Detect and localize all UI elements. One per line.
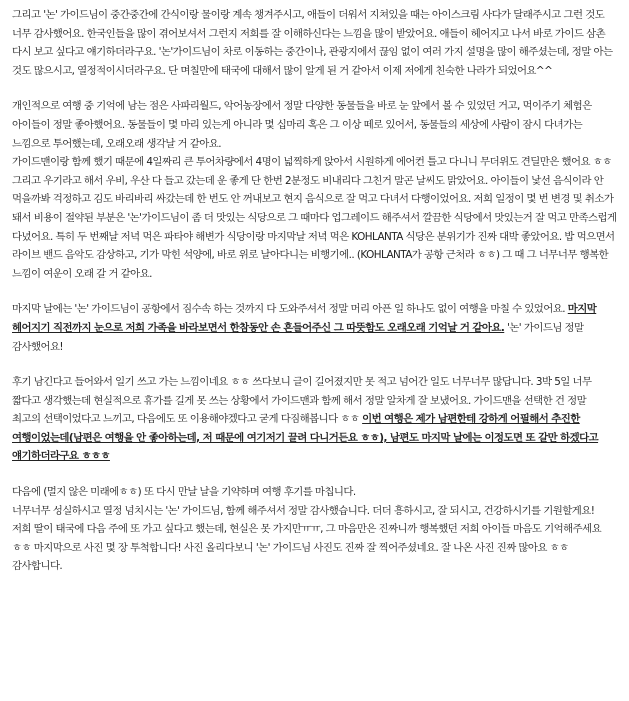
paragraph-safari-memories: 개인적으로 여행 중 기억에 남는 점은 사파리월드, 악어농장에서 정말 다양한 동물들을 바로 눈 앞에서 볼 수 있었던 거고, 먹이주기 체험은 아이들이 정말 좋아했어요. 동물들이 몇 마리 있는게 아니라 몇 십마리 혹은 그 이상 떼로 있어서, 동물들의 세상에 사람이 잠시 다녀가는 느낌으로 투어했는데, 오래오래 생각날 거 같아요. <box>12 100 592 150</box>
paragraph-thanks-guide: 너무너무 성실하시고 열정 넘치시는 '논' 가이드님, 함께 해주셔서 정말 감사했습니다. 더더 흥하시고, 잘 되시고, 건강하시기를 기원할게요! <box>12 504 595 517</box>
paragraph-guide-care: 그리고 '논' 가이드님이 중간중간에 간식이랑 물이랑 계속 챙겨주시고, 애들이 더워서 지쳐있을 때는 아이스크림 사다가 달래주시고 그런 것도 너무 감사했어요. 한국인들을 많이 겪어보셔서 그런지 저희를 잘 이해하신다는 느낌을 많이 받았어요. 애들이 헤어지고 나서 바로 가이드 삼촌 다시 보고 싶다고 얘기하더라구요. '논'가이드님이 차로 이동하는 중간이나, 관광지에서 끊임 없이 여러 가지 설명을 많이 해주셨는데, 정말 아는 것도 많으시고, 열정적이시더라구요. 단 며칠만에 태국에 대해서 많이 알게 된 거 같아서 이제 저에게 친숙한 나라가 되었어요^^ <box>12 9 613 77</box>
reflection-highlight: 이번 여행은 제가 남편한테 강하게 어필해서 추진한 여행이었는데(남편은 여행을 안 좋아하는데, 저 때문에 여기저기 끌려 다니거든요 ㅎㅎ), 남편도 마지막 날에는 이정도면 또 갈만 하겠다고 얘기하더라구요 ㅎㅎㅎ <box>12 413 599 463</box>
review-text <box>12 6 617 576</box>
paragraph-last-day <box>12 300 617 356</box>
paragraph-review-reflection <box>12 373 617 466</box>
paragraph-closing: 다음에 (멀지 않은 미래에ㅎㅎ) 또 다시 만날 날을 기약하며 여행 후기를 마칩니다. <box>12 486 356 499</box>
paragraph-gap <box>12 80 617 97</box>
last-day-thanks: '논' 가이드님 정말 감사했어요! <box>12 321 584 353</box>
paragraph-gap <box>12 356 617 373</box>
last-day-text: 마지막 날에는 '논' 가이드님이 공항에서 짐수속 하는 것까지 다 도와주셔서 정말 머리 아픈 일 하나도 없이 여행을 마칠 수 있었어요. <box>12 303 568 316</box>
paragraph-gap <box>12 466 617 483</box>
paragraph-daughter-photos: 저희 딸이 태국에 다음 주에 또 가고 싶다고 했는데, 현실은 못 가지만ㅠㅠ, 그 마음만은 진짜니까 행복했던 저희 아이들 마음도 기억해주세요 ㅎㅎ 마지막으로 사진 몇 장 투척합니다! 사진 올리다보니 '논' 가이드님 사진도 진짜 잘 찍어주셨네요. 잘 나온 사진 진짜 많아요 ㅎㅎ 감사합니다. <box>12 523 602 573</box>
paragraph-tour-details: 가이드맨이랑 함께 했기 때문에 4일짜리 큰 투어차량에서 4명이 넓찍하게 앉아서 시원하게 에어컨 틀고 다니니 무더위도 견딜만은 했어요 ㅎㅎ 그리고 우기라고 해서 우비, 우산 다 들고 갔는데 운 좋게 단 한번 2분정도 비내리다 그친거 말곤 날씨도 맑았어요. 아이들이 낯선 음식이라 안 먹을까봐 걱정하고 김도 바리바리 싸갔는데 한 번도 안 꺼내보고 현지 음식으로 잘 먹고 다녀서 다행이었어요. 저희 일정이 몇 번 변경 및 취소가 돼서 비용이 절약된 부분은 '논'가이드님이 좀 더 맛있는 식당으로 그 때마다 업그레이드 해주셔서 깔끔한 식당에서 맛있는거 잘 먹고 만족스럽게 다녔어요. 특히 두 번째날 저녁 먹은 파타야 해변가 식당이랑 마지막날 저녁 먹은 KOHLANTA 식당은 분위기가 진짜 대박 좋았어요. 밥 먹으면서 라이브 밴드 음악도 감상하고, 기가 막힌 석양에, 바로 위로 날아다니는 비행기에.. (KOHLANTA가 공항 근처라 ㅎㅎ) 그 때 그 너무너무 행복한 느낌이 여운이 오래 갈 거 같아요. <box>12 156 617 280</box>
paragraph-gap <box>12 283 617 300</box>
reflection-text: 후기 남긴다고 들어와서 일기 쓰고 가는 느낌이네요 ㅎㅎ 쓰다보니 글이 길어졌지만 못 적고 넘어간 일도 너무너무 많답니다. 3박 5일 너무 짧다고 생각했는데 현실적으로 휴가를 길게 못 쓰는 상황에서 가이드맨과 함께 해서 정말 알차게 잘 보냈어요. 가이드맨을 선택한 건 정말 최고의 선택이었다고 느끼고, 다음에도 또 이용해야겠다고 굳게 다짐해봅니다 ㅎㅎ <box>12 376 592 426</box>
last-day-highlight: 마지막 헤어지기 직전까지 눈으로 저희 가족을 바라보면서 한참동안 손 흔들어주신 그 따뜻함도 오래오래 기억날 거 같아요. <box>12 303 597 334</box>
